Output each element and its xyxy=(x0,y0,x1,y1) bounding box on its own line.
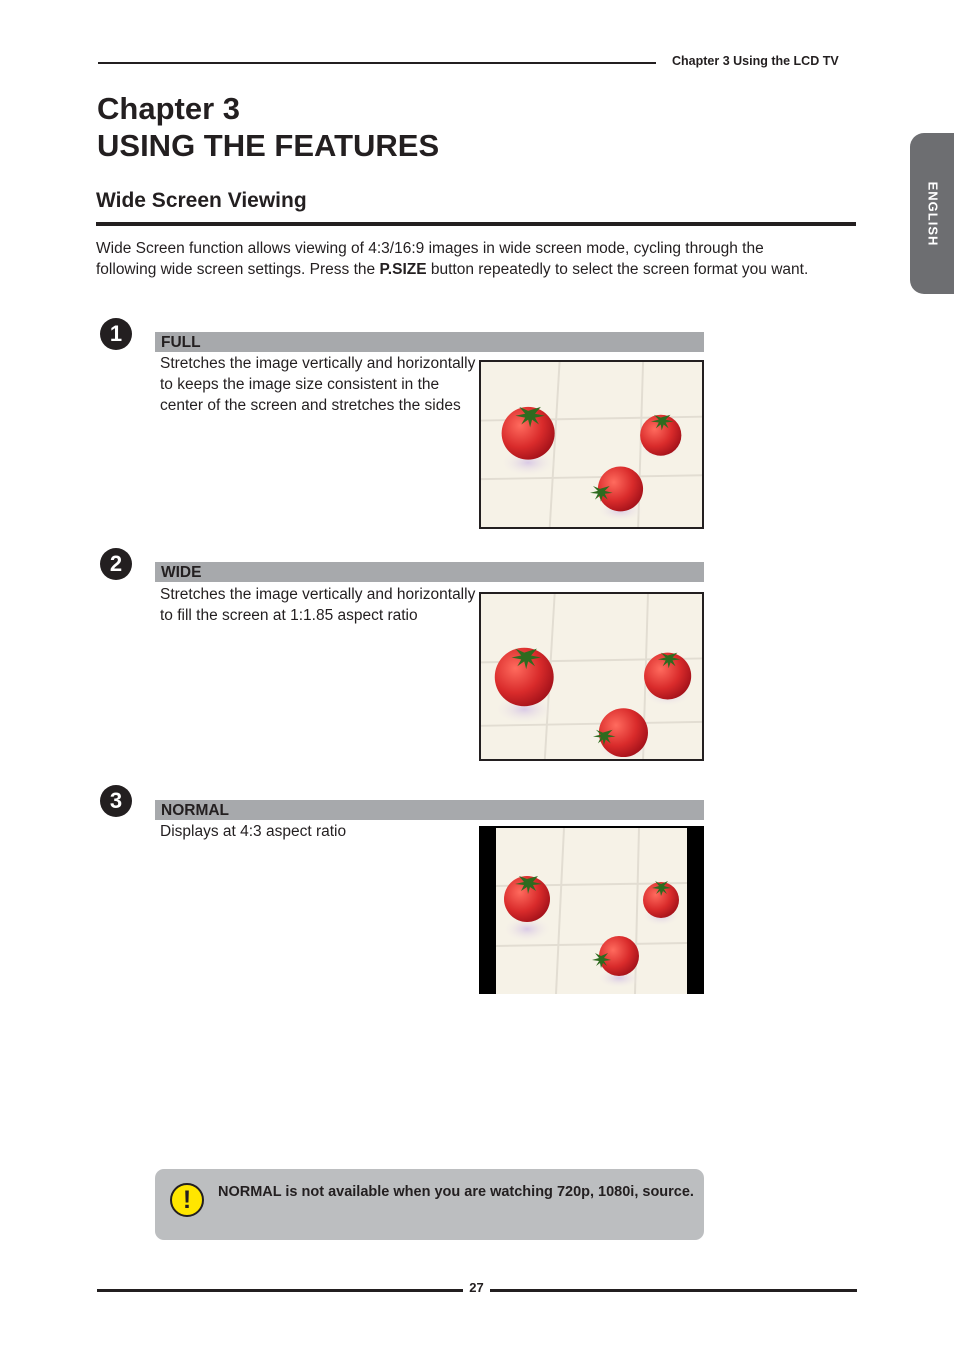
tomato-photo-wide xyxy=(481,594,702,759)
language-tab xyxy=(910,133,954,294)
intro-text-start: Wide Screen function allows viewing of 4:3/16:9 images in wide screen mode, cycling through the following wide screen settings. Press the xyxy=(96,240,764,278)
language-tab-label: ENGLISH xyxy=(925,181,941,246)
mode-bar-wide xyxy=(155,562,704,582)
footer-rule-right xyxy=(490,1289,857,1292)
step-number-1: 1 xyxy=(100,318,132,350)
running-header: Chapter 3 Using the LCD TV xyxy=(672,54,839,68)
page-number: 27 xyxy=(469,1280,484,1295)
mode-description-full: Stretches the image vertically and horizontally to keeps the image size consistent in the center of the screen and stretches the sides xyxy=(160,355,476,414)
chapter-title xyxy=(97,90,439,164)
exclamation-icon: ! xyxy=(170,1183,204,1217)
mode-label-full: FULL xyxy=(161,334,201,351)
header-rule xyxy=(98,62,656,64)
full-mode-screen-image xyxy=(479,360,704,529)
mode-bar-full xyxy=(155,332,704,352)
intro-text-end: button repeatedly to select the screen format you want. xyxy=(426,261,809,278)
section-rule xyxy=(96,222,856,226)
tomato-photo-full xyxy=(481,362,702,527)
wide-mode-screen-image xyxy=(479,592,704,761)
chapter-number: Chapter 3 xyxy=(97,91,240,126)
tomato-photo-normal xyxy=(479,826,704,994)
footer-rule-left xyxy=(97,1289,463,1292)
intro-paragraph xyxy=(96,238,816,280)
section-title: Wide Screen Viewing xyxy=(96,189,307,212)
mode-label-wide: WIDE xyxy=(161,564,202,581)
mode-bar-normal xyxy=(155,800,704,820)
normal-mode-screen-image xyxy=(479,826,704,994)
note-text: NORMAL is not available when you are watching 720p, 1080i, source. xyxy=(218,1184,694,1200)
psize-button-name: P.SIZE xyxy=(379,261,427,278)
mode-description-wide: Stretches the image vertically and horizontally to fill the screen at 1:1.85 aspect ratio xyxy=(160,586,476,624)
step-number-2: 2 xyxy=(100,548,132,580)
mode-label-normal: NORMAL xyxy=(161,802,230,819)
step-number-3: 3 xyxy=(100,785,132,817)
mode-description-normal: Displays at 4:3 aspect ratio xyxy=(160,823,347,840)
chapter-name: USING THE FEATURES xyxy=(97,128,440,163)
note-box xyxy=(155,1169,704,1240)
